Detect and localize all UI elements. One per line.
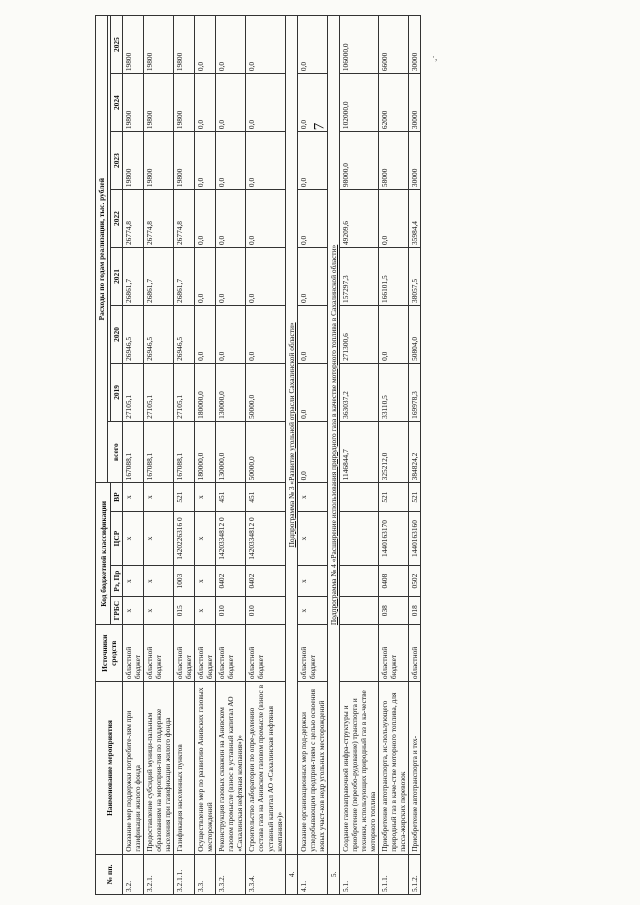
funding-source [339, 625, 378, 682]
grbs-code: 010 [246, 596, 285, 624]
rzpr-code: 0402 [246, 566, 285, 597]
funding-source: областной бюджет [195, 625, 216, 682]
year-value: 0,0 [216, 248, 246, 306]
year-value: 26861,7 [174, 248, 195, 306]
row-number: 5. [327, 854, 339, 894]
year-value: 19800 [174, 16, 195, 74]
activity-name: Оказание организационных мер под-держки угледобывающим предприя-тиям с целью освоения новых участ-ков недр угольных месторождений [297, 682, 327, 855]
year-value: 0,0 [297, 190, 327, 248]
year-value: 271300,6 [339, 305, 378, 363]
total-value: 50000,0 [246, 421, 285, 483]
section-title: Подпрограмма № 4 «Расширение использования природного газа в качестве моторного топлива в Сахалинской области» [327, 16, 339, 855]
header-total: всего [108, 421, 123, 483]
table-row [216, 16, 246, 895]
table-row [339, 16, 378, 895]
row-number: 5.1.2. [408, 854, 420, 894]
header-year: 2023 [111, 132, 123, 190]
total-value: 180000,0 [195, 421, 216, 483]
section-row [327, 16, 339, 895]
total-value: 0,0 [297, 421, 327, 483]
funding-source: областной бюджет [123, 625, 144, 682]
vr-code: x [144, 483, 174, 511]
year-value: 0,0 [246, 132, 285, 190]
activity-name: Газификация населенных пунктов [174, 682, 195, 855]
year-value: 0,0 [297, 305, 327, 363]
funding-source: областной бюджет [174, 625, 195, 682]
csr-code: 1440163160 [408, 511, 420, 565]
header-grbs: ГРБС [111, 596, 123, 624]
year-value: 66000 [378, 16, 408, 74]
grbs-code: 010 [216, 596, 246, 624]
header-csr: ЦСР [111, 511, 123, 565]
year-value: 169978,3 [408, 363, 420, 421]
rzpr-code: x [123, 566, 144, 597]
year-value: 0,0 [216, 74, 246, 132]
year-value: 0,0 [195, 190, 216, 248]
year-value: 27105,1 [123, 363, 144, 421]
vr-code: x [123, 483, 144, 511]
vr-code: 451 [246, 483, 285, 511]
activity-name: Предоставление субсидий муници-пальным образованиям на мероприя-тия по поддержке населения при газификации жилого фонда [144, 682, 174, 855]
total-value: 130000,0 [216, 421, 246, 483]
header-year: 2024 [111, 74, 123, 132]
activity-name: Строительство лаборатории по опре-делению состава газа на Анивском газовом промысле (взнос в уставный капитал АО «Сахалинская нефтяная компания»)» [246, 682, 285, 855]
row-number: 3.2.1.1. [174, 854, 195, 894]
csr-code: x [195, 511, 216, 565]
section-row [285, 16, 297, 895]
table-row [297, 16, 327, 895]
rzpr-code: x [144, 566, 174, 597]
year-value: 38057,5 [408, 248, 420, 306]
header-year: 2025 [111, 16, 123, 74]
grbs-code: 018 [408, 596, 420, 624]
row-number: 3.2.1. [144, 854, 174, 894]
year-value: 0,0 [216, 190, 246, 248]
header-name: Наименование мероприятия [96, 682, 123, 855]
year-value: 0,0 [297, 74, 327, 132]
page-number: 7 [311, 122, 328, 131]
year-value: 0,0 [195, 305, 216, 363]
year-value: 30000 [408, 74, 420, 132]
vr-code [339, 483, 378, 511]
table-row [408, 16, 420, 895]
header-year: 2021 [111, 248, 123, 306]
activity-name: Приобретение автотранспорта, ис-пользующего природный газ в каче-стве моторного топлива, для пасса-жирских перевозок [378, 682, 408, 855]
vr-code: x [297, 483, 327, 511]
header-year: 2020 [111, 305, 123, 363]
year-value: 0,0 [378, 190, 408, 248]
year-value: 102000,0 [339, 74, 378, 132]
funding-source: областной бюджет [144, 625, 174, 682]
total-value: 1146844,7 [339, 421, 378, 483]
year-value: 157297,3 [339, 248, 378, 306]
year-value: 19800 [144, 74, 174, 132]
year-value: 0,0 [246, 248, 285, 306]
year-value: 98000,0 [339, 132, 378, 190]
year-value: 33110,5 [378, 363, 408, 421]
year-value: 27105,1 [174, 363, 195, 421]
rzpr-code: x [195, 566, 216, 597]
year-value: 0,0 [297, 132, 327, 190]
year-value: 0,0 [195, 248, 216, 306]
header-rzpr: Рз, Пр [111, 566, 123, 597]
year-value: 0,0 [195, 132, 216, 190]
table-row [144, 16, 174, 895]
funding-source: областной бюджет [297, 625, 327, 682]
row-number: 3.3.4. [246, 854, 285, 894]
table-row [123, 16, 144, 895]
year-value: 50804,0 [408, 305, 420, 363]
grbs-code: x [195, 596, 216, 624]
grbs-code: x [123, 596, 144, 624]
year-value: 30000 [408, 16, 420, 74]
year-value: 27105,1 [144, 363, 174, 421]
year-value: 62000 [378, 74, 408, 132]
rotated-table-container [95, 15, 615, 895]
vr-code: x [195, 483, 216, 511]
year-value: 19800 [174, 132, 195, 190]
year-value: 166101,5 [378, 248, 408, 306]
year-value: 26774,8 [174, 190, 195, 248]
activity-name: Оказание мер поддержки потребите-лям при газификации жилого фонда [123, 682, 144, 855]
csr-code: 1420226316 0 [174, 511, 195, 565]
table-row [246, 16, 285, 895]
section-title: Подпрограмма № 3 «Развитие угольной отрасли Сахалинской области» [285, 16, 297, 855]
year-value: 0,0 [216, 305, 246, 363]
funding-source: областной бюджет [216, 625, 246, 682]
row-number: 4. [285, 854, 297, 894]
activity-name: Приобретение автотранспорта и тех- [408, 682, 420, 855]
row-number: 5.1. [339, 854, 378, 894]
margin-mark: ·, [432, 52, 438, 62]
csr-code: 1440163170 [378, 511, 408, 565]
table-row [378, 16, 408, 895]
year-value: 30000 [408, 132, 420, 190]
grbs-code [339, 596, 378, 624]
year-value: 0,0 [297, 248, 327, 306]
row-number: 3.3. [195, 854, 216, 894]
budget-table [95, 15, 421, 895]
year-value: 19800 [144, 132, 174, 190]
vr-code: 521 [174, 483, 195, 511]
year-value: 26946,5 [123, 305, 144, 363]
total-value: 325212,0 [378, 421, 408, 483]
activity-name: Реконструкция газовых скважин на Анивском газовом промысле (взнос в уставный капитал АО «Сахалинская нефтяная компания»)» [216, 682, 246, 855]
activity-name: Осуществление мер по развитию Анивских газовых месторождений [195, 682, 216, 855]
year-value: 19800 [123, 132, 144, 190]
csr-code [339, 511, 378, 565]
total-value: 167088,1 [123, 421, 144, 483]
row-number: 3.3.2. [216, 854, 246, 894]
year-value: 26774,8 [123, 190, 144, 248]
csr-code: x [144, 511, 174, 565]
year-value: 26861,7 [144, 248, 174, 306]
csr-code: x [297, 511, 327, 565]
csr-code: 1420334812 0 [216, 511, 246, 565]
year-value: 0,0 [246, 16, 285, 74]
year-value: 50000,0 [246, 363, 285, 421]
row-number: 3.2. [123, 854, 144, 894]
vr-code: 521 [408, 483, 420, 511]
csr-code: x [123, 511, 144, 565]
funding-source: областной бюджет [378, 625, 408, 682]
year-value: 0,0 [195, 74, 216, 132]
rzpr-code: 1003 [174, 566, 195, 597]
year-value: 49209,6 [339, 190, 378, 248]
vr-code: 521 [378, 483, 408, 511]
funding-source: областной [408, 625, 420, 682]
year-value: 26946,5 [174, 305, 195, 363]
header-year: 2019 [111, 363, 123, 421]
year-value: 0,0 [378, 305, 408, 363]
header-source: Источники средств [96, 625, 123, 682]
header-kbk: Код бюджетной классификации [96, 483, 111, 625]
year-value: 58000 [378, 132, 408, 190]
row-number: 5.1.1. [378, 854, 408, 894]
vr-code: 451 [216, 483, 246, 511]
table-row [195, 16, 216, 895]
year-value: 19800 [123, 16, 144, 74]
year-value: 0,0 [246, 190, 285, 248]
activity-name: Создание газозаправочной инфра-структуры и приобретение (переобо-рудование) транспорта и техники, использующих природный газ в ка-честве моторного топлива [339, 682, 378, 855]
table-row [174, 16, 195, 895]
year-value: 0,0 [297, 363, 327, 421]
year-value: 19800 [174, 74, 195, 132]
header-no: № пп. [96, 854, 123, 894]
total-value: 384824,2 [408, 421, 420, 483]
rzpr-code: 0502 [408, 566, 420, 597]
year-value: 106000,0 [339, 16, 378, 74]
rzpr-code: 0408 [378, 566, 408, 597]
grbs-code: x [144, 596, 174, 624]
grbs-code: 038 [378, 596, 408, 624]
rzpr-code: 0402 [216, 566, 246, 597]
header-expenses: Расходы по годам реализации, тыс. рублей [96, 16, 108, 483]
year-value: 0,0 [216, 16, 246, 74]
year-value: 180000,0 [195, 363, 216, 421]
year-value: 0,0 [297, 16, 327, 74]
year-value: 26861,7 [123, 248, 144, 306]
year-value: 363037,2 [339, 363, 378, 421]
year-value: 0,0 [216, 132, 246, 190]
row-number: 4.1. [297, 854, 327, 894]
year-value: 130000,0 [216, 363, 246, 421]
year-value: 35984,4 [408, 190, 420, 248]
year-value: 0,0 [195, 16, 216, 74]
total-value: 167088,1 [174, 421, 195, 483]
grbs-code: 015 [174, 596, 195, 624]
csr-code: 1420334812 0 [246, 511, 285, 565]
total-value: 167088,1 [144, 421, 174, 483]
year-value: 26774,8 [144, 190, 174, 248]
grbs-code: x [297, 596, 327, 624]
year-value: 0,0 [246, 305, 285, 363]
year-value: 19800 [123, 74, 144, 132]
table-body [123, 16, 421, 895]
header-vr: ВР [111, 483, 123, 511]
header-year: 2022 [111, 190, 123, 248]
rzpr-code: x [297, 566, 327, 597]
year-value: 0,0 [246, 74, 285, 132]
year-value: 19800 [144, 16, 174, 74]
rzpr-code [339, 566, 378, 597]
funding-source: областной бюджет [246, 625, 285, 682]
year-value: 26946,5 [144, 305, 174, 363]
